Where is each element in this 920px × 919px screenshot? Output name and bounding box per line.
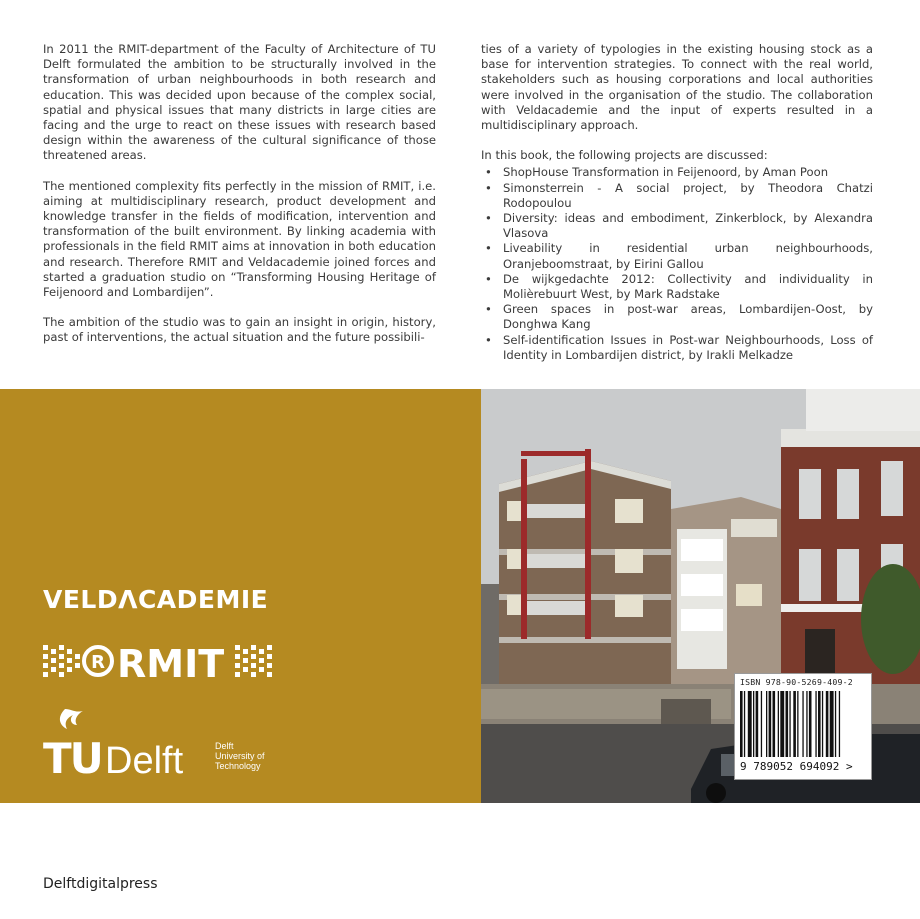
projects-intro: In this book, the following projects are discussed: <box>481 148 768 163</box>
tudelft-logo <box>43 707 213 779</box>
barcode-bar <box>802 691 803 757</box>
barcode-bar <box>797 691 798 757</box>
barcode-bar <box>761 691 762 757</box>
svg-text:Delft: Delft <box>105 740 184 779</box>
barcode-bar <box>740 691 743 757</box>
publisher-name: Delftdigitalpress <box>43 876 158 892</box>
barcode-bar <box>780 691 784 757</box>
barcode-bar <box>806 691 807 757</box>
right-text-column <box>481 42 873 363</box>
tudelft-subtitle: Delft University of Technology <box>215 741 265 771</box>
barcode-bar <box>778 691 779 757</box>
isbn-barcode <box>734 673 872 780</box>
list-item: • Self-identification Issues in Post-war Neighbourhoods, Loss of Identity in Lombardijen district, by Irakli Melkadze <box>481 333 873 363</box>
flame-icon <box>60 709 83 729</box>
isbn-digits: 9 789052 694092 > <box>740 760 853 773</box>
barcode-bar <box>786 691 789 757</box>
barcode-bar <box>830 691 834 757</box>
rmit-logo <box>43 643 283 683</box>
rmit-wordmark: RMIT <box>117 643 225 683</box>
barcode-bar <box>818 691 821 757</box>
left-text-column <box>43 42 436 361</box>
barcode-bar <box>835 691 836 757</box>
list-item: • Green spaces in post-war areas, Lombardijen-Oost, by Donghwa Kang <box>481 302 873 332</box>
barcode-bar <box>748 691 752 757</box>
paragraph-2: The mentioned complexity fits perfectly in the mission of RMIT, i.e. aiming at multidisciplinary research, product development and knowledge transfer in the fields of modification, intervention and transformation of the built environment. By linking academia with professionals in the field RMIT aims at innovation in both education and research. Therefore RMIT and Veldacademie joined forces and started a graduation studio on “Transforming Housing Heritage of Feijenoord and Lombardijen”. <box>43 178 436 300</box>
projects-list <box>481 165 873 363</box>
list-item: • Diversity: ideas and embodiment, Zinkerblock, by Alexandra Vlasova <box>481 211 873 241</box>
paragraph-4: ties of a variety of typologies in the existing housing stock as a base for intervention strategies. To connect with the real world, stakeholders such as housing corporations and local authorities were involved in the organisation of the studio. The collaboration with Veldacademie and the input of experts resulted in a multidisciplinary approach. <box>481 42 873 133</box>
svg-text:R: R <box>91 652 105 673</box>
barcode-bar <box>815 691 816 757</box>
barcode-bar <box>753 691 754 757</box>
list-item: • Liveability in residential urban neighbourhoods, Oranjeboomstraat, by Eirini Gallou <box>481 241 873 271</box>
svg-text:TU: TU <box>43 734 102 779</box>
barcode-bars <box>740 691 866 757</box>
barcode-bar <box>773 691 776 757</box>
barcode-bar <box>769 691 772 757</box>
barcode-bar <box>744 691 745 757</box>
barcode-bar <box>826 691 829 757</box>
isbn-number: ISBN 978-90-5269-409-2 <box>740 677 853 687</box>
list-item: • ShopHouse Transformation in Feijenoord, by Aman Poon <box>481 165 873 180</box>
barcode-bar <box>789 691 790 757</box>
paragraph-1: In 2011 the RMIT-department of the Faculty of Architecture of TU Delft formulated the ambition to be structurally involved in the transformation of urban neighbourhoods in both research and education. This was decided upon because of the complex social, spatial and physical issues that many districts in large cities are facing and the urge to react on these issues with research based design within the awareness of the cultural significance of those threatened areas. <box>43 42 436 163</box>
paragraph-3: The ambition of the studio was to gain an insight in origin, history, past of interventions, the actual situation and the future possibili- <box>43 315 436 345</box>
list-item: • De wijkgedachte 2012: Collectivity and individuality in Molièrebuurt West, by Mark Radstake <box>481 272 873 302</box>
barcode-bar <box>822 691 823 757</box>
barcode-bar <box>809 691 812 757</box>
barcode-bar <box>839 691 840 757</box>
barcode-bar <box>793 691 796 757</box>
veldacademie-logo: VELDΛCADEMIE <box>43 585 269 614</box>
barcode-bar <box>766 691 767 757</box>
barcode-bar <box>756 691 759 757</box>
logo-panel <box>0 389 481 803</box>
list-item: • Simonsterrein - A social project, by Theodora Chatzi Rodopoulou <box>481 181 873 211</box>
